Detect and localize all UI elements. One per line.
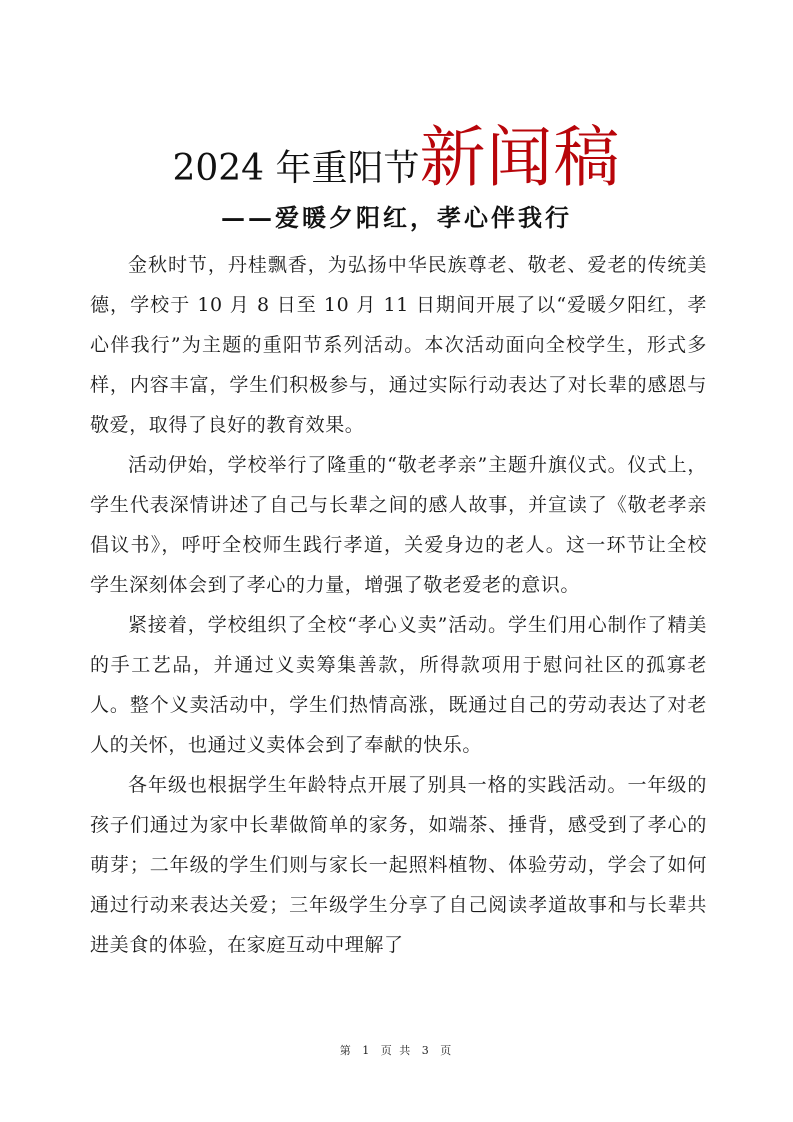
paragraph-4: 各年级也根据学生年龄特点开展了别具一格的实践活动。一年级的孩子们通过为家中长辈做简单的家务，如端茶、捶背，感受到了孝心的萌芽；二年级的学生们则与家长一起照料植物、体验劳动，学会了如何通过行动来表达关爱；三年级学生分享了自己阅读孝道故事和与长辈共进美食的体验，在家庭互动中理解了 xyxy=(90,774,707,956)
paragraph-1: 金秋时节，丹桂飘香，为弘扬中华民族尊老、敬老、爱老的传统美德，学校于 10 月 8 日至 10 月 11 日期间开展了以“爱暖夕阳红，孝心伴我行”为主题的重阳节系列活动。本次活动面向全校学生，形式多样，内容丰富，学生们积极参与，通过实际行动表达了对长辈的感恩与敬爱，取得了良好的教育效果。 xyxy=(90,254,707,436)
title-highlight: 新闻稿 xyxy=(419,119,621,196)
current-page-number: 1 xyxy=(362,1044,372,1057)
paragraph-2: 活动伊始，学校举行了隆重的“敬老孝亲”主题升旗仪式。仪式上，学生代表深情讲述了自己与长辈之间的感人故事，并宣读了《敬老孝亲倡议书》，呼吁全校师生践行孝道，关爱身边的老人。这一环节让全校学生深刻体会到了孝心的力量，增强了敬老爱老的意识。 xyxy=(90,454,707,596)
page-title xyxy=(0,104,793,199)
footer-prefix: 第 xyxy=(339,1044,353,1057)
page-subtitle: ——爱暖夕阳红，孝心伴我行 xyxy=(221,203,572,232)
paragraph-3: 紧接着，学校组织了全校“孝心义卖”活动。学生们用心制作了精美的手工艺品，并通过义卖筹集善款，所得款项用于慰问社区的孤寡老人。整个义卖活动中，学生们热情高涨，既通过自己的劳动表达了对老人的关怀，也通过义卖体会到了奉献的快乐。 xyxy=(90,614,707,756)
article-body xyxy=(90,245,707,965)
footer-mid: 页 共 xyxy=(380,1044,413,1057)
page-footer xyxy=(0,1042,793,1058)
total-pages-number: 3 xyxy=(421,1044,431,1057)
title-prefix: 2024 年重阳节 xyxy=(172,148,420,189)
footer-suffix: 页 xyxy=(440,1044,454,1057)
